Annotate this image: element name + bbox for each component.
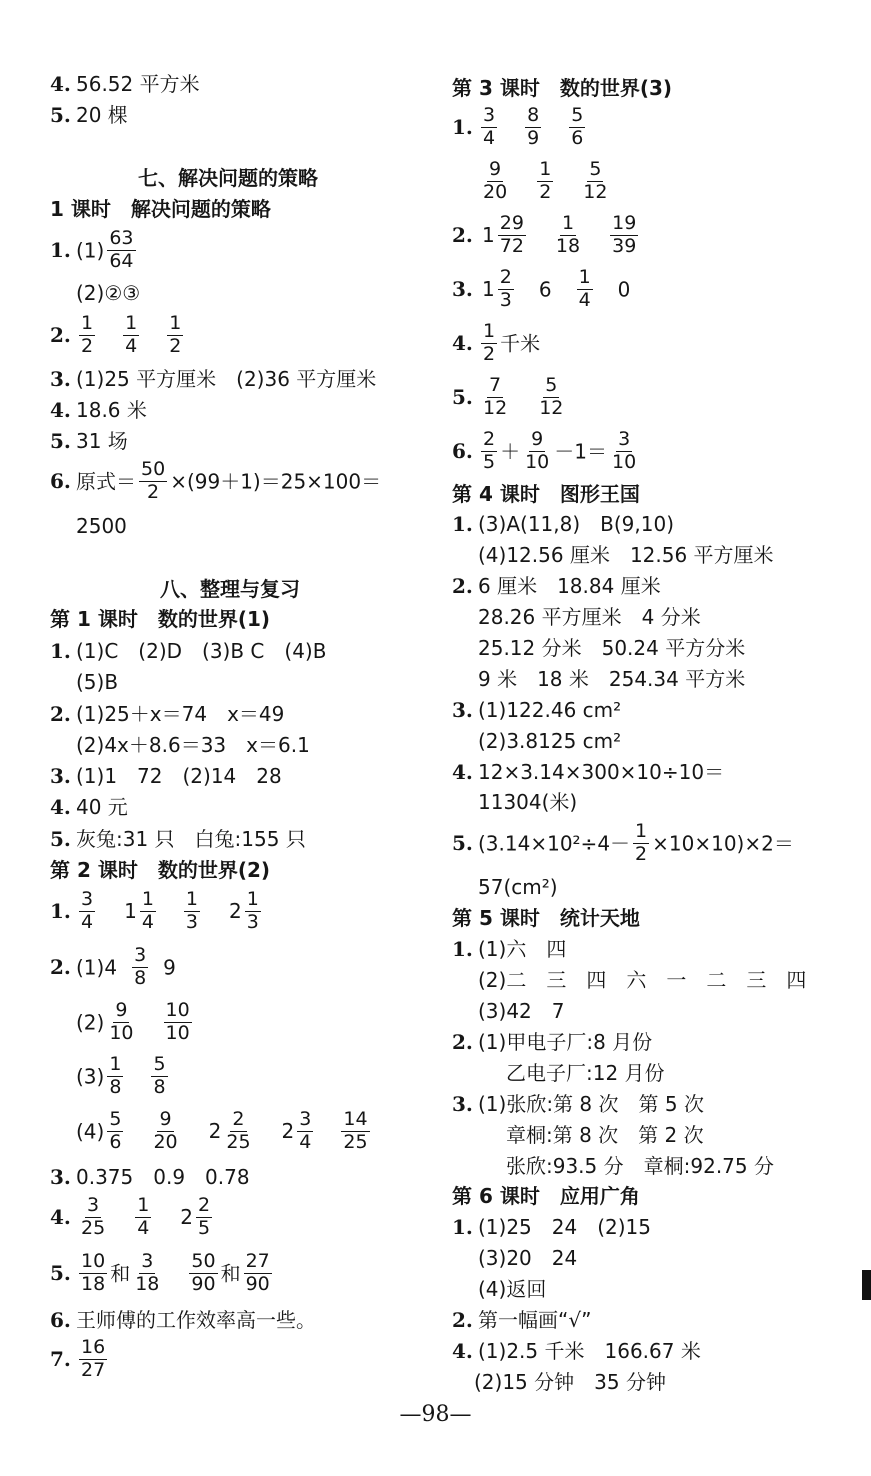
fraction xyxy=(610,214,638,257)
answer-text: (1)122.46 cm² xyxy=(478,698,622,722)
answer-text: 第一幅画“√” xyxy=(478,1308,592,1332)
question-number: 3. xyxy=(452,277,473,302)
answer-line xyxy=(452,1032,652,1052)
question-number: 5. xyxy=(452,385,473,410)
numerator: 63 xyxy=(109,227,134,249)
answer-line xyxy=(50,400,147,420)
answer-line xyxy=(50,105,128,125)
fraction xyxy=(610,430,638,473)
answer-text: 18.6 米 xyxy=(76,398,147,422)
question-number: 1. xyxy=(50,238,71,263)
answer-text: －1＝ xyxy=(554,439,608,464)
answer-line xyxy=(50,369,376,389)
denominator: 4 xyxy=(81,910,94,933)
answer-line xyxy=(50,431,128,451)
answer-text: (3) xyxy=(76,1064,105,1089)
answer-text: 56.52 平方米 xyxy=(76,72,200,96)
answer-line xyxy=(50,797,128,817)
denominator: 10 xyxy=(109,1021,134,1044)
question-number: 1. xyxy=(452,512,473,536)
question-number: 2. xyxy=(452,1030,473,1054)
fraction xyxy=(498,214,526,257)
fraction xyxy=(481,106,497,149)
denominator: 12 xyxy=(539,396,564,419)
question-number: 2. xyxy=(50,702,71,726)
numerator: 1 xyxy=(137,1194,150,1216)
question-number: 2. xyxy=(452,223,473,248)
answer-text: (4) xyxy=(76,1119,105,1144)
question-number: 4. xyxy=(50,795,71,819)
numerator: 10 xyxy=(165,999,190,1021)
denominator: 2 xyxy=(635,842,648,865)
fraction xyxy=(633,822,649,865)
answer-text: (1) xyxy=(76,238,105,263)
denominator: 3 xyxy=(499,288,512,311)
denominator: 4 xyxy=(141,910,154,933)
question-number: 2. xyxy=(50,955,71,980)
fraction xyxy=(577,268,593,311)
numerator: 2 xyxy=(198,1194,211,1216)
edge-marker xyxy=(862,1270,871,1300)
question-number: 5. xyxy=(50,103,71,127)
denominator: 18 xyxy=(555,234,581,257)
numerator: 10 xyxy=(81,1250,106,1272)
answer-text: (1)甲电子厂:8 月份 xyxy=(478,1030,653,1054)
answer-text: 20 棵 xyxy=(76,103,128,127)
question-number: 5. xyxy=(50,429,71,453)
denominator: 64 xyxy=(109,249,134,272)
fraction xyxy=(79,890,95,933)
answer-line xyxy=(50,890,264,933)
denominator: 90 xyxy=(245,1272,270,1295)
answer-line xyxy=(50,74,200,94)
answer-line xyxy=(452,939,566,959)
answer-text: ＋ xyxy=(500,439,521,464)
fraction xyxy=(79,314,95,357)
question-number: 6. xyxy=(50,469,71,494)
answer-line xyxy=(452,1094,704,1114)
fraction xyxy=(140,890,156,933)
question-number: 4. xyxy=(50,1205,71,1230)
answer-line: 25.12 分米 50.24 平方分米 xyxy=(478,636,746,660)
lesson-heading: 第 6 课时 应用广角 xyxy=(452,1184,640,1208)
lesson-heading: 第 4 课时 图形王国 xyxy=(452,482,640,506)
question-number: 5. xyxy=(50,1261,71,1286)
answer-line: (2)15 分钟 35 分钟 xyxy=(474,1370,666,1394)
numerator: 9 xyxy=(489,158,502,180)
answer-text: (1)4 xyxy=(76,955,118,980)
answer-line xyxy=(452,430,641,473)
answer-line xyxy=(452,822,794,865)
answer-line: 2500 xyxy=(76,514,127,538)
denominator: 2 xyxy=(147,480,160,503)
answer-line xyxy=(50,641,326,661)
fraction xyxy=(189,1252,217,1295)
answer-line xyxy=(50,766,282,786)
lesson-heading: 第 1 课时 数的世界(1) xyxy=(50,607,271,631)
answer-line xyxy=(452,106,588,149)
fraction xyxy=(481,376,509,419)
denominator: 20 xyxy=(153,1130,178,1153)
answer-line: 57(cm²) xyxy=(478,875,558,899)
question-number: 6. xyxy=(452,439,473,464)
fraction xyxy=(151,1110,179,1153)
question-number: 1. xyxy=(50,899,71,924)
numerator: 3 xyxy=(81,888,94,910)
answer-line xyxy=(452,514,674,534)
answer-line xyxy=(76,1001,195,1044)
numerator: 1 xyxy=(125,312,138,334)
numerator: 2 xyxy=(499,266,512,288)
question-number: 2. xyxy=(452,1308,473,1332)
answer-line: (2)3.8125 cm² xyxy=(478,729,622,753)
denominator: 4 xyxy=(299,1130,312,1153)
lesson-heading: 第 2 课时 数的世界(2) xyxy=(50,858,271,882)
fraction xyxy=(581,160,609,203)
fraction xyxy=(224,1110,252,1153)
numerator: 9 xyxy=(115,999,128,1021)
numerator: 19 xyxy=(612,212,637,234)
answer-line xyxy=(452,1217,651,1237)
question-number: 6. xyxy=(50,1308,71,1332)
numerator: 1 xyxy=(109,1053,122,1075)
answer-line xyxy=(452,1310,591,1330)
answer-line xyxy=(452,376,568,419)
lesson-heading: 第 3 课时 数的世界(3) xyxy=(452,76,673,100)
answer-text: (1)1 72 (2)14 28 xyxy=(76,764,282,788)
numerator: 3 xyxy=(87,1194,100,1216)
denominator: 18 xyxy=(81,1272,106,1295)
numerator: 5 xyxy=(545,374,558,396)
answer-line xyxy=(478,160,612,203)
question-number: 2. xyxy=(50,323,71,348)
question-number: 3. xyxy=(50,367,71,391)
denominator: 18 xyxy=(135,1272,160,1295)
answer-line xyxy=(50,1167,250,1187)
numerator: 2 xyxy=(232,1108,245,1130)
denominator: 2 xyxy=(81,334,94,357)
whole-number: 2 xyxy=(208,1119,222,1144)
fraction xyxy=(184,890,200,933)
denominator: 12 xyxy=(483,396,508,419)
fraction xyxy=(167,314,183,357)
answer-text: 和 xyxy=(220,1261,241,1286)
answer-line xyxy=(50,229,139,272)
denominator: 27 xyxy=(81,1358,106,1381)
answer-text: (1)六 四 xyxy=(478,937,567,961)
numerator: 3 xyxy=(618,428,631,450)
answer-line: (4)12.56 厘米 12.56 平方厘米 xyxy=(478,543,774,567)
fraction xyxy=(554,214,582,257)
denominator: 4 xyxy=(483,126,496,149)
fraction xyxy=(107,1110,123,1153)
answer-text: ×10×10)×2＝ xyxy=(652,831,794,856)
answer-line xyxy=(452,576,661,596)
question-number: 4. xyxy=(452,1339,473,1363)
answer-line xyxy=(50,314,186,357)
denominator: 5 xyxy=(483,450,496,473)
answer-line xyxy=(50,829,306,849)
denominator: 4 xyxy=(578,288,591,311)
answer-text: 40 元 xyxy=(76,795,128,819)
answer-text: 和 xyxy=(110,1261,131,1286)
numerator: 3 xyxy=(483,104,496,126)
answer-text: 0.375 0.9 0.78 xyxy=(76,1165,250,1189)
numerator: 50 xyxy=(191,1250,216,1272)
denominator: 2 xyxy=(169,334,182,357)
fraction xyxy=(107,1001,135,1044)
fraction xyxy=(132,946,148,989)
answer-line: (3)42 7 xyxy=(478,999,565,1023)
numerator: 1 xyxy=(539,158,552,180)
fraction xyxy=(244,1252,272,1295)
question-number: 4. xyxy=(452,331,473,356)
answer-text: ×(99＋1)＝25×100＝ xyxy=(170,469,382,494)
answer-line: (3)20 24 xyxy=(478,1246,578,1270)
fraction xyxy=(481,430,497,473)
denominator: 5 xyxy=(198,1216,211,1239)
answer-line xyxy=(452,1341,701,1361)
answer-line: 张欣:93.5 分 章桐:92.75 分 xyxy=(506,1154,774,1178)
numerator: 16 xyxy=(81,1336,106,1358)
answer-line: 9 米 18 米 254.34 平方米 xyxy=(478,667,746,691)
numerator: 1 xyxy=(483,320,496,342)
denominator: 20 xyxy=(483,180,508,203)
fraction xyxy=(481,160,509,203)
fraction xyxy=(196,1196,212,1239)
numerator: 29 xyxy=(499,212,524,234)
lesson-heading: 第 5 课时 统计天地 xyxy=(452,906,640,930)
answer-text: 千米 xyxy=(500,331,541,356)
question-number: 5. xyxy=(50,827,71,851)
answer-text: (1)C (2)D (3)B C (4)B xyxy=(76,639,327,663)
answer-text: 原式＝ xyxy=(76,469,136,494)
denominator: 6 xyxy=(571,126,584,149)
fraction xyxy=(498,268,514,311)
fraction xyxy=(79,1338,107,1381)
answer-line: (2)②③ xyxy=(76,281,141,305)
fraction xyxy=(107,1055,123,1098)
numerator: 1 xyxy=(141,888,154,910)
answer-line xyxy=(452,322,540,365)
denominator: 2 xyxy=(483,342,496,365)
fraction xyxy=(123,314,139,357)
answer-text: (1)25 平方厘米 (2)36 平方厘米 xyxy=(76,367,377,391)
whole-number: 2 xyxy=(180,1205,194,1230)
question-number: 1. xyxy=(452,115,473,140)
answer-text: (1)25＋x＝74 x＝49 xyxy=(76,702,285,726)
numerator: 9 xyxy=(159,1108,172,1130)
numerator: 1 xyxy=(185,888,199,910)
answer-text: 6 xyxy=(538,277,552,302)
answer-line xyxy=(50,1252,275,1295)
denominator: 25 xyxy=(81,1216,106,1239)
answer-text: (1)25 24 (2)15 xyxy=(478,1215,652,1239)
question-number: 4. xyxy=(50,398,71,422)
answer-line: 乙电子厂:12 月份 xyxy=(506,1061,665,1085)
question-number: 3. xyxy=(50,1165,71,1189)
numerator: 5 xyxy=(589,158,602,180)
fraction xyxy=(79,1252,107,1295)
answer-line xyxy=(50,1338,110,1381)
fraction xyxy=(107,229,135,272)
fraction xyxy=(79,1196,107,1239)
numerator: 2 xyxy=(483,428,496,450)
question-number: 7. xyxy=(50,1347,71,1372)
answer-line: (5)B xyxy=(76,670,119,694)
numerator: 1 xyxy=(561,212,575,234)
answer-text: 9 xyxy=(163,955,176,980)
section-title: 七、解决问题的策略 xyxy=(138,166,318,190)
numerator: 14 xyxy=(343,1108,368,1130)
denominator: 10 xyxy=(612,450,637,473)
answer-line xyxy=(50,946,176,989)
denominator: 10 xyxy=(525,450,550,473)
answer-text: (3.14×10²÷4－ xyxy=(478,831,631,856)
denominator: 8 xyxy=(109,1075,122,1098)
denominator: 25 xyxy=(343,1130,368,1153)
fraction xyxy=(525,106,541,149)
answer-text: (3)A(11,8) B(9,10) xyxy=(478,512,675,536)
answer-line: 11304(米) xyxy=(478,790,578,814)
denominator: 3 xyxy=(185,910,199,933)
fraction xyxy=(245,890,261,933)
numerator: 5 xyxy=(571,104,584,126)
denominator: 9 xyxy=(527,126,540,149)
answer-line xyxy=(50,704,284,724)
answer-line xyxy=(50,460,381,503)
fraction xyxy=(569,106,585,149)
whole-number: 1 xyxy=(482,223,495,248)
numerator: 3 xyxy=(299,1108,312,1130)
numerator: 9 xyxy=(531,428,544,450)
fraction xyxy=(135,1196,151,1239)
whole-number: 2 xyxy=(229,899,242,924)
numerator: 5 xyxy=(109,1108,122,1130)
question-number: 4. xyxy=(50,72,71,96)
fraction xyxy=(523,430,551,473)
lesson-heading: 1 课时 解决问题的策略 xyxy=(50,197,271,221)
question-number: 5. xyxy=(452,831,473,856)
question-number: 1. xyxy=(452,1215,473,1239)
numerator: 1 xyxy=(578,266,591,288)
numerator: 1 xyxy=(635,820,648,842)
fraction xyxy=(537,376,565,419)
answer-line: (2)4x＋8.6＝33 x＝6.1 xyxy=(76,733,310,757)
numerator: 1 xyxy=(81,312,94,334)
answer-line xyxy=(452,214,641,257)
question-number: 3. xyxy=(452,1092,473,1116)
answer-line xyxy=(50,1310,316,1330)
answer-line: (4)返回 xyxy=(478,1277,547,1301)
section-title: 八、整理与复习 xyxy=(160,577,300,601)
question-number: 2. xyxy=(452,574,473,598)
whole-number: 2 xyxy=(281,1119,295,1144)
denominator: 4 xyxy=(137,1216,150,1239)
fraction xyxy=(139,460,167,503)
answer-text: (2) xyxy=(76,1010,105,1035)
numerator: 50 xyxy=(141,458,166,480)
denominator: 72 xyxy=(499,234,524,257)
answer-line xyxy=(452,762,724,782)
answer-line xyxy=(452,700,621,720)
denominator: 10 xyxy=(165,1021,190,1044)
denominator: 2 xyxy=(539,180,552,203)
numerator: 1 xyxy=(246,888,259,910)
answer-line: 28.26 平方厘米 4 分米 xyxy=(478,605,701,629)
question-number: 4. xyxy=(452,760,473,784)
fraction xyxy=(151,1055,167,1098)
answer-text: (1)2.5 千米 166.67 米 xyxy=(478,1339,701,1363)
numerator: 5 xyxy=(153,1053,166,1075)
answer-line xyxy=(50,1196,215,1239)
whole-number: 1 xyxy=(482,277,495,302)
answer-line xyxy=(452,268,630,311)
denominator: 39 xyxy=(612,234,637,257)
question-number: 3. xyxy=(50,764,71,788)
answer-text: 6 厘米 18.84 厘米 xyxy=(478,574,661,598)
denominator: 4 xyxy=(125,334,138,357)
fraction xyxy=(297,1110,313,1153)
question-number: 3. xyxy=(452,698,473,722)
fraction xyxy=(481,322,497,365)
denominator: 8 xyxy=(134,966,147,989)
answer-line: 章桐:第 8 次 第 2 次 xyxy=(506,1123,704,1147)
answer-text: 灰兔:31 只 白兔:155 只 xyxy=(76,827,306,851)
answer-line xyxy=(76,1055,171,1098)
fraction xyxy=(164,1001,192,1044)
answer-text: 王师傅的工作效率高一些。 xyxy=(76,1308,316,1332)
numerator: 1 xyxy=(169,312,182,334)
numerator: 7 xyxy=(489,374,502,396)
denominator: 6 xyxy=(109,1130,122,1153)
denominator: 25 xyxy=(226,1130,251,1153)
question-number: 1. xyxy=(452,937,473,961)
answer-text: 31 场 xyxy=(76,429,128,453)
numerator: 8 xyxy=(527,104,540,126)
answer-text: 12×3.14×300×10÷10＝ xyxy=(478,760,725,784)
denominator: 3 xyxy=(246,910,259,933)
fraction xyxy=(133,1252,161,1295)
answer-text: (1)张欣:第 8 次 第 5 次 xyxy=(478,1092,704,1116)
whole-number: 1 xyxy=(124,899,137,924)
denominator: 12 xyxy=(583,180,608,203)
denominator: 90 xyxy=(191,1272,216,1295)
fraction xyxy=(537,160,553,203)
question-number: 1. xyxy=(50,639,71,663)
numerator: 3 xyxy=(134,944,147,966)
denominator: 8 xyxy=(153,1075,166,1098)
page-number: —98— xyxy=(399,1402,472,1427)
fraction xyxy=(341,1110,369,1153)
answer-line: (2)二 三 四 六 一 二 三 四 xyxy=(478,968,807,992)
numerator: 27 xyxy=(245,1250,270,1272)
answer-text: 0 xyxy=(617,277,631,302)
numerator: 3 xyxy=(141,1250,154,1272)
answer-line xyxy=(76,1110,373,1153)
